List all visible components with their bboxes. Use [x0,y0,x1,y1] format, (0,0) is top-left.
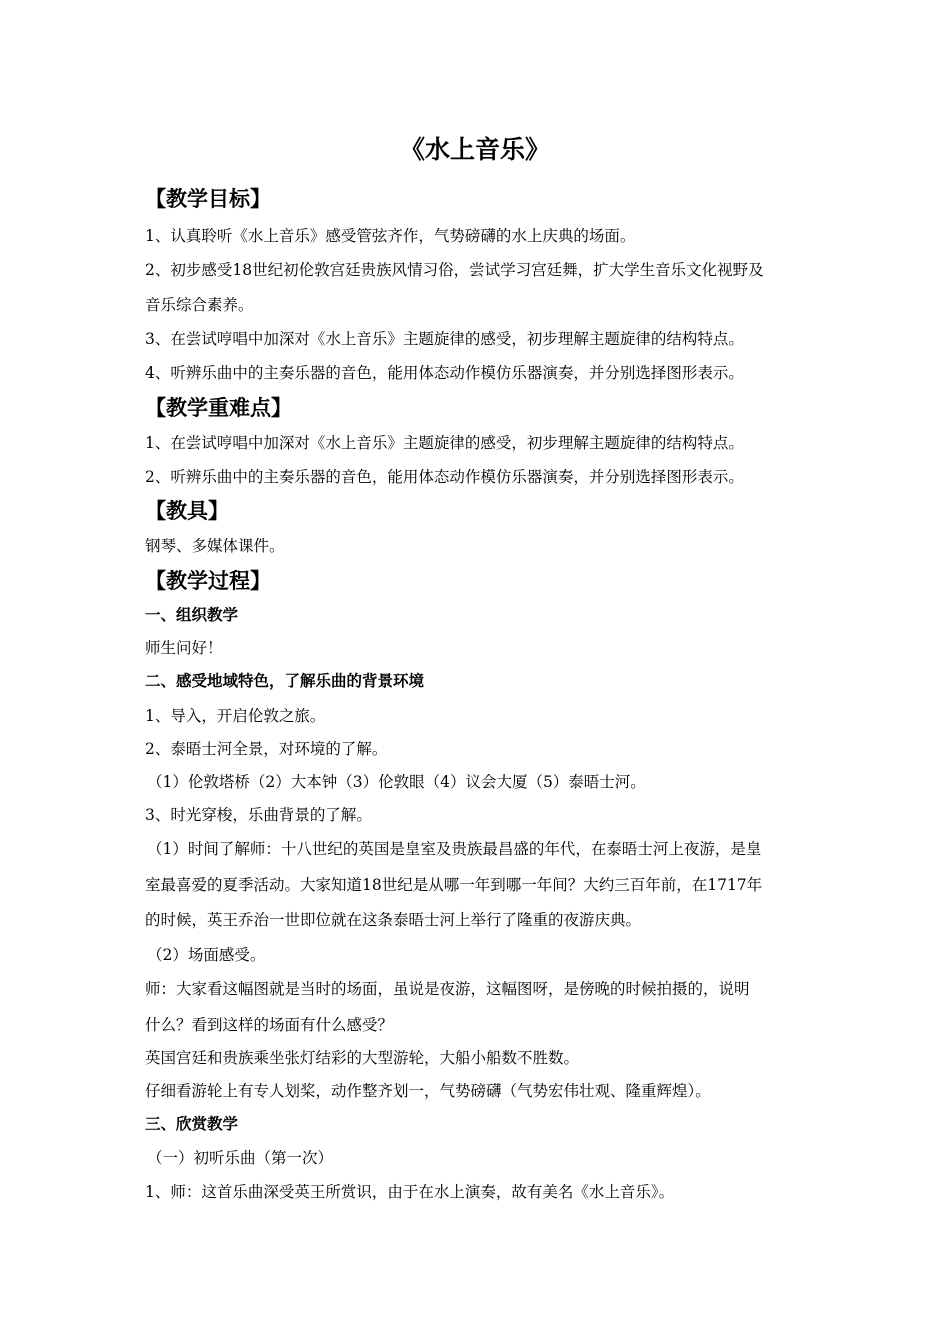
section-2-line-12: 仔细看游轮上有专人划桨，动作整齐划一，气势磅礴（气势宏伟壮观、隆重辉煌）。 [145,1082,711,1100]
goal-item-3: 3、在尝试哼唱中加深对《水上音乐》主题旋律的感受，初步理解主题旋律的结构特点。 [145,330,744,348]
section-2-line-4: 3、时光穿梭，乐曲背景的了解。 [145,806,372,824]
section-2-line-9: 师：大家看这幅图就是当时的场面，虽说是夜游，这幅图呀，是傍晚的时候拍摄的，说明 [145,980,750,998]
heading-key-points: 【教学重难点】 [145,396,292,420]
section-1-text: 师生问好！ [145,639,223,657]
section-2-line-5: （1）时间了解师：十八世纪的英国是皇室及贵族最昌盛的年代，在泰晤士河上夜游，是皇 [147,840,762,858]
heading-teaching-process: 【教学过程】 [145,569,271,593]
section-3-line-2: 1、师：这首乐曲深受英王所赏识，由于在水上演奏，故有美名《水上音乐》。 [145,1183,675,1201]
section-3-title: 三、欣赏教学 [145,1115,239,1133]
section-2-line-6: 室最喜爱的夏季活动。大家知道18世纪是从哪一年到哪一年间？大约三百年前，在1717年 [145,876,763,894]
goal-item-2: 2、初步感受18世纪初伦敦宫廷贵族风情习俗，尝试学习宫廷舞，扩大学生音乐文化视野及 [145,261,764,279]
section-2-line-10: 什么？看到这样的场面有什么感受？ [145,1016,394,1034]
section-2-line-2: 2、泰晤士河全景，对环境的了解。 [145,740,388,758]
page-title: 《水上音乐》 [399,135,550,164]
key-point-item-1: 1、在尝试哼唱中加深对《水上音乐》主题旋律的感受，初步理解主题旋律的结构特点。 [145,434,744,452]
heading-teaching-tools: 【教具】 [145,499,229,523]
section-2-title: 二、感受地域特色，了解乐曲的背景环境 [145,672,425,690]
section-2-line-1: 1、导入，开启伦敦之旅。 [145,707,326,725]
section-2-line-11: 英国宫廷和贵族乘坐张灯结彩的大型游轮，大船小船数不胜数。 [145,1049,580,1067]
section-2-line-3: （1）伦敦塔桥（2）大本钟（3）伦敦眼（4）议会大厦（5）泰晤士河。 [147,773,646,791]
goal-item-1: 1、认真聆听《水上音乐》感受管弦齐作，气势磅礴的水上庆典的场面。 [145,227,636,245]
section-2-line-8: （2）场面感受。 [147,946,266,964]
section-2-line-7: 的时候，英王乔治一世即位就在这条泰晤士河上举行了隆重的夜游庆典。 [145,911,642,929]
goal-item-4: 4、听辨乐曲中的主奏乐器的音色，能用体态动作模仿乐器演奏，并分别选择图形表示。 [145,364,744,382]
goal-item-2-continued: 音乐综合素养。 [145,296,254,314]
heading-teaching-goals: 【教学目标】 [145,187,271,211]
section-3-line-1: （一）初听乐曲（第一次） [147,1149,334,1167]
section-1-title: 一、组织教学 [145,606,239,624]
teaching-tools-text: 钢琴、多媒体课件。 [145,537,285,555]
key-point-item-2: 2、听辨乐曲中的主奏乐器的音色，能用体态动作模仿乐器演奏，并分别选择图形表示。 [145,468,744,486]
